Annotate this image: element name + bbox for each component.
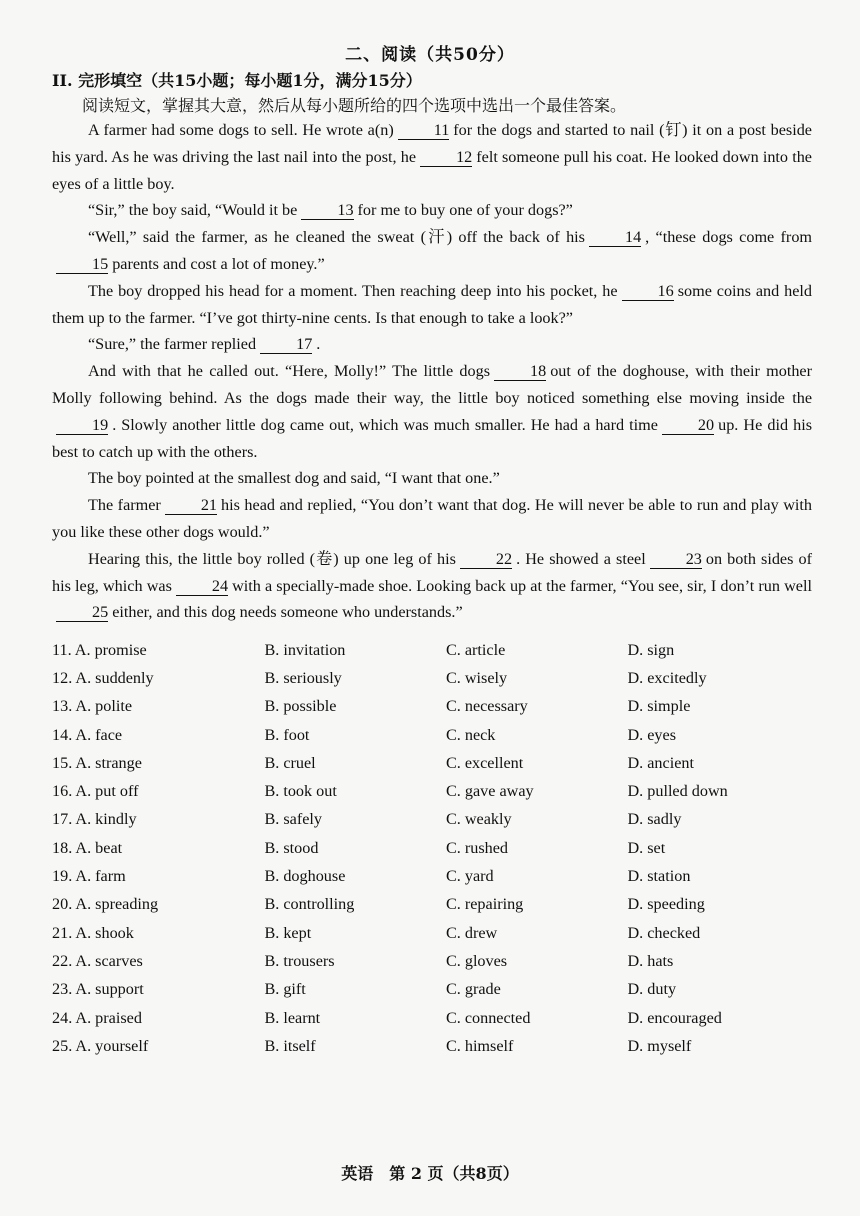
passage-paragraph — [52, 465, 812, 492]
passage-paragraph — [52, 331, 812, 358]
passage-text: “Sure,” the farmer replied — [88, 335, 257, 354]
answer-options — [52, 636, 812, 1060]
option-row — [52, 806, 812, 834]
option-choice: D. simple — [627, 697, 691, 716]
option-choice: D. set — [627, 838, 666, 857]
option-choice: B. controlling — [264, 895, 355, 914]
option-choice: B. possible — [264, 697, 337, 716]
blank-number: 19 — [56, 416, 108, 435]
blank-number: 24 — [176, 577, 228, 596]
option-choice: B. kept — [264, 923, 312, 942]
option-choice: 21. A. shook — [52, 923, 134, 942]
option-choice: C. yard — [445, 867, 494, 886]
option-choice: B. took out — [264, 782, 337, 801]
option-choice: 19. A. farm — [52, 867, 126, 886]
option-row — [52, 947, 812, 975]
option-choice: 14. A. face — [52, 725, 123, 744]
option-choice: B. trousers — [264, 951, 335, 970]
option-choice: B. safely — [264, 810, 322, 829]
option-choice: 24. A. praised — [52, 1008, 142, 1027]
passage-text: with a specially-made shoe. Looking back up at the farmer, “You see, sir, I don’t run well — [232, 576, 812, 595]
option-choice: C. connected — [445, 1008, 531, 1027]
passage-text: . — [316, 335, 321, 354]
section-title: 二、阅读（共50分） — [345, 45, 515, 65]
passage-paragraph — [52, 197, 812, 224]
option-choice: B. invitation — [264, 640, 346, 659]
option-choice: 15. A. strange — [52, 753, 142, 772]
option-choice: 17. A. kindly — [52, 810, 137, 829]
option-choice: B. seriously — [264, 668, 342, 687]
option-choice: 16. A. put off — [52, 782, 139, 801]
option-choice: D. sign — [627, 640, 675, 659]
blank-number: 21 — [165, 496, 217, 515]
option-choice: B. learnt — [264, 1008, 321, 1027]
option-choice: 13. A. polite — [52, 697, 133, 716]
option-choice: D. excitedly — [627, 668, 707, 687]
passage-text: felt someone pull his coat. He looked down into the eyes of a little boy. — [52, 147, 812, 193]
passage-paragraph — [52, 117, 812, 197]
option-choice: 18. A. beat — [52, 838, 123, 857]
option-choice: C. excellent — [445, 753, 524, 772]
option-choice: D. eyes — [627, 725, 677, 744]
passage-text: . He showed a steel — [516, 549, 646, 568]
instruction-text: 阅读短文，掌握其大意，然后从每小题所给的四个选项中选出一个最佳答案。 — [82, 96, 627, 115]
passage-paragraph — [52, 278, 812, 332]
blank-number: 14 — [589, 228, 641, 247]
passage-text: “Sir,” the boy said, “Would it be — [88, 201, 298, 220]
option-choice: 22. A. scarves — [52, 951, 143, 970]
option-row — [52, 777, 812, 805]
passage-paragraph — [52, 358, 812, 465]
option-row — [52, 749, 812, 777]
passage-text: for me to buy one of your dogs?” — [357, 201, 573, 220]
option-row — [52, 1004, 812, 1032]
part-title: II. 完形填空（共15小题；每小题1分，满分15分） — [52, 71, 422, 90]
passage-text: . Slowly another little dog came out, which was much smaller. He had a hard time — [112, 415, 658, 434]
passage-text: parents and cost a lot of money.” — [112, 254, 325, 273]
option-choice: B. doghouse — [264, 867, 346, 886]
passage-text: A farmer had some dogs to sell. He wrote a(n) — [88, 121, 394, 139]
option-choice: 20. A. spreading — [52, 895, 159, 914]
option-choice: C. gave away — [445, 782, 534, 801]
passage-paragraph — [52, 224, 812, 278]
passage-text: his head and replied, “You don’t want that dog. He will never be able to run and play with you like these other dogs would.” — [52, 496, 812, 541]
option-choice: 23. A. support — [52, 980, 144, 999]
passage-paragraph — [52, 546, 812, 626]
blank-number: 16 — [622, 282, 674, 301]
option-row — [52, 891, 812, 919]
option-choice: B. gift — [264, 980, 306, 999]
option-choice: C. himself — [445, 1036, 514, 1055]
page-footer: 英语 第 2 页（共8页） — [341, 1164, 519, 1183]
option-choice: 25. A. yourself — [52, 1036, 149, 1055]
option-choice: B. itself — [264, 1036, 316, 1055]
option-row — [52, 862, 812, 890]
option-row — [52, 664, 812, 692]
blank-number: 11 — [398, 121, 450, 140]
option-choice: C. necessary — [445, 697, 528, 716]
cloze-passage — [52, 117, 812, 626]
option-choice: C. drew — [445, 923, 498, 942]
option-row — [52, 693, 812, 721]
blank-number: 17 — [260, 335, 312, 354]
option-choice: D. hats — [627, 951, 674, 970]
passage-text: The farmer — [88, 496, 161, 515]
option-choice: D. ancient — [627, 753, 694, 772]
option-choice: D. speeding — [627, 895, 705, 914]
option-choice: C. grade — [445, 980, 501, 999]
passage-text: , “these dogs come from — [645, 228, 813, 247]
passage-text: out of the doghouse, with their mother Molly following behind. As the dogs made their way, the little boy noticed something else moving inside the — [52, 362, 812, 407]
passage-text: up. He did his best to catch up with the others. — [52, 415, 812, 461]
option-row — [52, 976, 812, 1004]
option-choice: C. wisely — [445, 668, 508, 687]
passage-text: And with that he called out. “Here, Molly!” The little dogs — [88, 362, 490, 381]
option-row — [52, 721, 812, 749]
option-choice: D. pulled down — [627, 782, 728, 801]
passage-text: The boy pointed at the smallest dog and said, “I want that one.” — [88, 469, 500, 488]
blank-number: 20 — [662, 416, 714, 435]
option-choice: C. gloves — [445, 951, 508, 970]
blank-number: 22 — [460, 550, 512, 569]
option-row — [52, 1032, 812, 1060]
option-choice: C. rushed — [445, 838, 508, 857]
option-choice: D. myself — [627, 1036, 692, 1055]
passage-text: “Well,” said the farmer, as he cleaned the sweat (汗) off the back of his — [88, 228, 585, 247]
option-choice: D. sadly — [627, 810, 682, 829]
passage-text: Hearing this, the little boy rolled (卷) up one leg of his — [88, 549, 456, 568]
blank-number: 15 — [56, 255, 108, 274]
option-choice: D. station — [627, 867, 691, 886]
option-choice: 12. A. suddenly — [52, 668, 154, 687]
option-choice: B. cruel — [264, 753, 316, 772]
passage-text: either, and this dog needs someone who understands.” — [112, 603, 463, 622]
blank-number: 12 — [420, 148, 472, 167]
blank-number: 18 — [494, 362, 546, 381]
option-row — [52, 834, 812, 862]
passage-paragraph — [52, 492, 812, 546]
option-choice: 11. A. promise — [52, 640, 147, 659]
passage-text: some coins and held them up to the farmer. “I’ve got thirty-nine cents. Is that enough to take a look?” — [52, 281, 812, 327]
passage-text: on both sides of his leg, which was — [52, 549, 812, 595]
passage-text: for the dogs and started to nail (钉) it on a post beside his yard. As he was driving the last nail into the post, he — [52, 121, 812, 166]
passage-text: The boy dropped his head for a moment. Then reaching deep into his pocket, he — [88, 281, 618, 300]
option-choice: D. checked — [627, 923, 701, 942]
blank-number: 25 — [56, 603, 108, 622]
option-choice: C. article — [445, 640, 506, 659]
option-row — [52, 919, 812, 947]
blank-number: 13 — [301, 201, 353, 220]
option-choice: C. weakly — [445, 810, 512, 829]
option-row — [52, 636, 812, 664]
option-choice: D. encouraged — [627, 1008, 722, 1027]
blank-number: 23 — [650, 550, 702, 569]
option-choice: C. repairing — [445, 895, 524, 914]
option-choice: D. duty — [627, 980, 677, 999]
option-choice: C. neck — [445, 725, 496, 744]
option-choice: B. foot — [264, 725, 310, 744]
option-choice: B. stood — [264, 838, 319, 857]
